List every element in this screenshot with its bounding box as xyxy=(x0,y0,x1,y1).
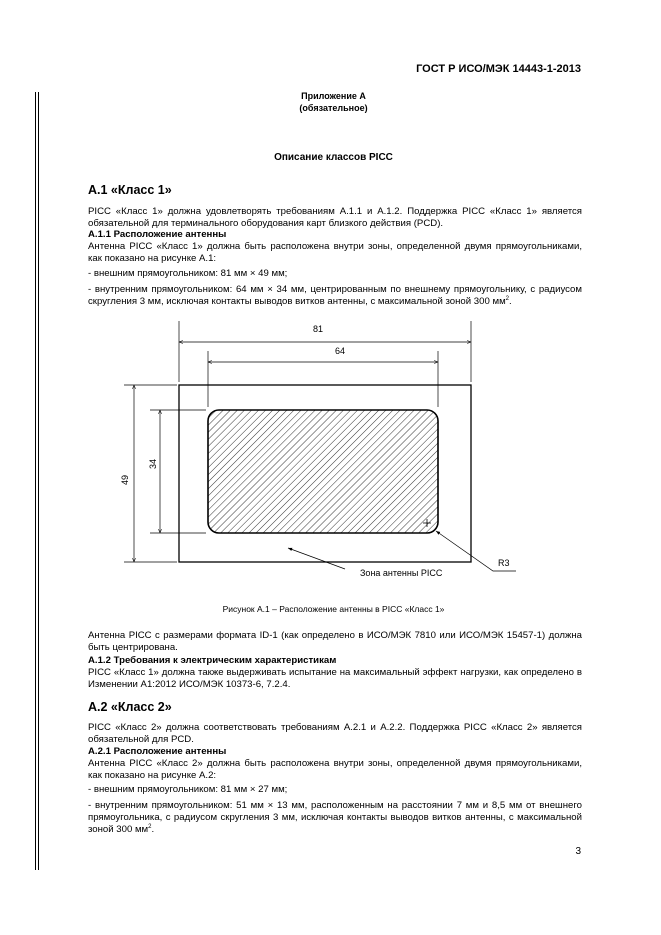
section-title: Описание классов PICC xyxy=(274,152,393,163)
inner-antenna-area xyxy=(208,410,438,533)
class1-inner-rect xyxy=(88,284,582,308)
heading-class-2: А.2 «Класс 2» xyxy=(88,700,172,714)
zone-label: Зона антенны PICC xyxy=(360,568,443,578)
class1-intro-text: PICC «Класс 1» должна удовлетворять требованиям А.1.1 и А.1.2. Поддержка PICC «Класс 1» является обязательной для терминального оборудования карт близкого действия (PCD). xyxy=(88,206,582,229)
page-number: 3 xyxy=(575,846,581,857)
class1-intro xyxy=(88,206,582,230)
subheading-a21: А.2.1 Расположение антенны xyxy=(88,746,227,757)
class1-sub2-text: PICC «Класс 1» должна также выдерживать испытание на максимальный эффект нагрузки, как определено в Изменении А1:2012 ИСО/МЭК 10373-6, 7.2.4. xyxy=(88,667,582,690)
class2-intro: PICC «Класс 2» должна соответствовать требованиям А.2.1 и А.2.2. Поддержка PICC «Класс 2» является обязательной для PCD. xyxy=(88,722,582,745)
dim-label-34: 34 xyxy=(148,458,158,470)
class2-inner-rect-end: . xyxy=(151,823,155,835)
standard-header: ГОСТ Р ИСО/МЭК 14443-1-2013 xyxy=(416,63,581,75)
dim-label-49: 49 xyxy=(120,474,130,486)
dim-label-81: 81 xyxy=(312,324,324,334)
heading-class-1: А.1 «Класс 1» xyxy=(88,183,172,197)
annex-title: Приложение А xyxy=(301,91,366,101)
class1-after-figure: Антенна PICC с размерами формата ID-1 (как определено в ИСО/МЭК 7810 или ИСО/МЭК 15457-1) должна быть центрирована. xyxy=(88,630,582,653)
class2-inner-rect-text: - внутренним прямоугольником: 51 мм × 13 мм, расположенным на расстоянии 7 мм и 8,5 мм от внешнего прямоугольника, с радиусом скругления 3 мм, исключая контакты выводов витков антенны, с максимальной зоной 300 мм xyxy=(88,800,582,835)
margin-line xyxy=(35,92,36,870)
subheading-a12: А.1.2 Требования к электрическим характеристикам xyxy=(88,655,337,666)
class2-inner-rect xyxy=(88,800,582,835)
class1-outer-rect: - внешним прямоугольником: 81 мм × 49 мм; xyxy=(88,268,288,279)
class2-outer-rect: - внешним прямоугольником: 81 мм × 27 мм; xyxy=(88,784,288,795)
subheading-a11: А.1.1 Расположение антенны xyxy=(88,229,227,240)
dim-label-64: 64 xyxy=(334,346,346,356)
class1-inner-rect-end: . xyxy=(509,295,512,307)
margin-line xyxy=(38,92,39,870)
class2-inner-rect-sup: 2 xyxy=(148,823,152,830)
class1-inner-rect-text: - внутренним прямоугольником: 64 мм × 34 мм, центрированным по внешнему прямоугольнику, с радиусом скругления 3 мм, исключая контакты выводов витков антенны, с максимальной зоной 300 мм xyxy=(88,284,582,307)
annex-status: (обязательное) xyxy=(299,103,368,113)
class1-sub1-text: Антенна PICC «Класс 1» должна быть расположена внутри зоны, определенной двумя прямоугольниками, как показано на рисунке А.1: xyxy=(88,241,582,264)
class1-inner-rect-sup: 2 xyxy=(505,295,510,302)
radius-label: R3 xyxy=(498,558,510,568)
antenna-figure-a1 xyxy=(110,318,530,588)
figure-caption: Рисунок А.1 – Расположение антенны в PICC «Класс 1» xyxy=(222,604,445,614)
class2-sub1-text: Антенна PICC «Класс 2» должна быть расположена внутри зоны, определенной двумя прямоугольниками, как показано на рисунке А.2: xyxy=(88,758,582,781)
